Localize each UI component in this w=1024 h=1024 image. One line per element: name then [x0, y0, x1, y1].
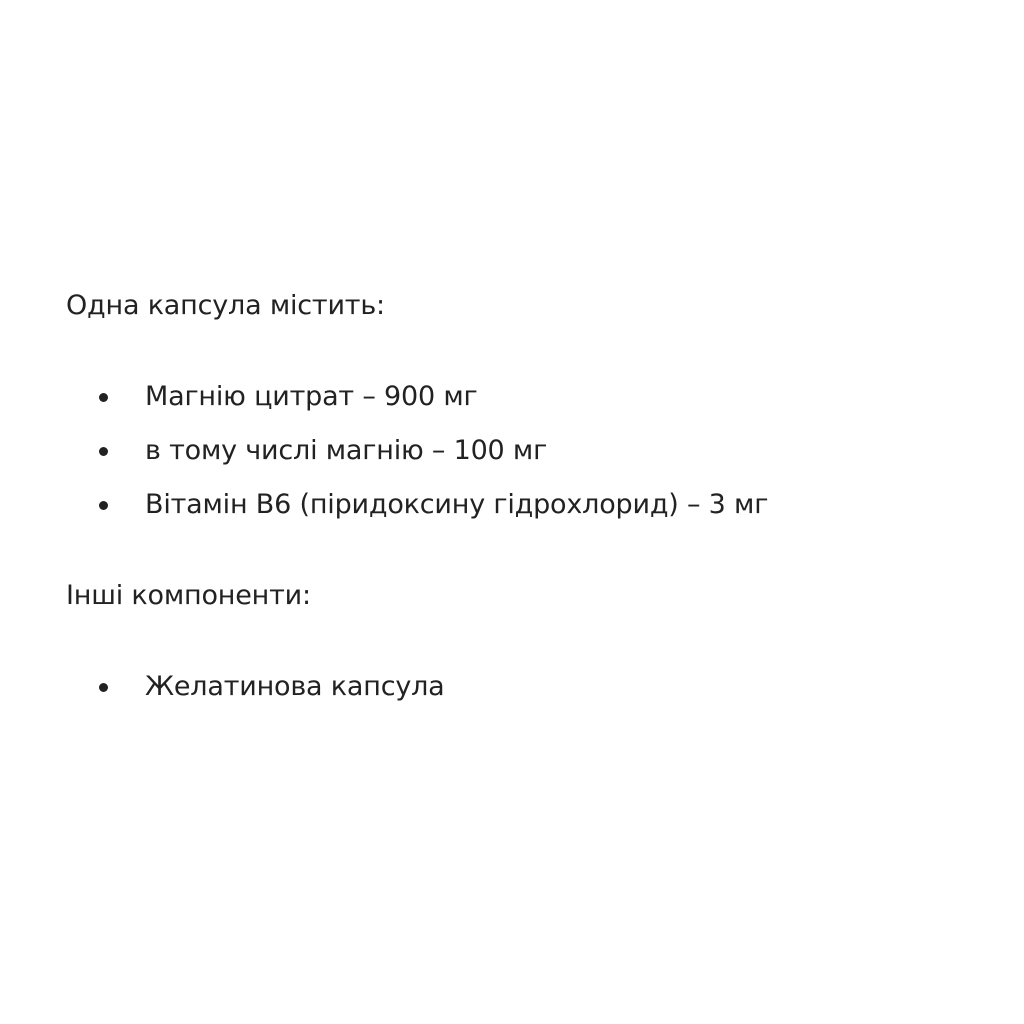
list-item — [66, 660, 966, 714]
other-components-heading: Інші компоненти: — [66, 580, 311, 611]
bullet-icon — [99, 501, 108, 510]
list-item — [66, 478, 966, 532]
bullet-icon — [99, 447, 108, 456]
bullet-icon — [99, 393, 108, 402]
list-item-text: Магнію цитрат – 900 мг — [145, 381, 478, 412]
list-item-text: Желатинова капсула — [145, 671, 445, 702]
list-item-text: Вітамін В6 (піридоксину гідрохлорид) – 3 мг — [145, 489, 769, 520]
list-item — [66, 370, 966, 424]
bullet-icon — [99, 683, 108, 692]
product-composition — [66, 286, 966, 758]
composition-list — [66, 370, 966, 532]
composition-heading: Одна капсула містить: — [66, 290, 385, 321]
list-item — [66, 424, 966, 478]
list-item-text: в тому числі магнію – 100 мг — [145, 435, 548, 466]
other-components-list — [66, 660, 966, 714]
